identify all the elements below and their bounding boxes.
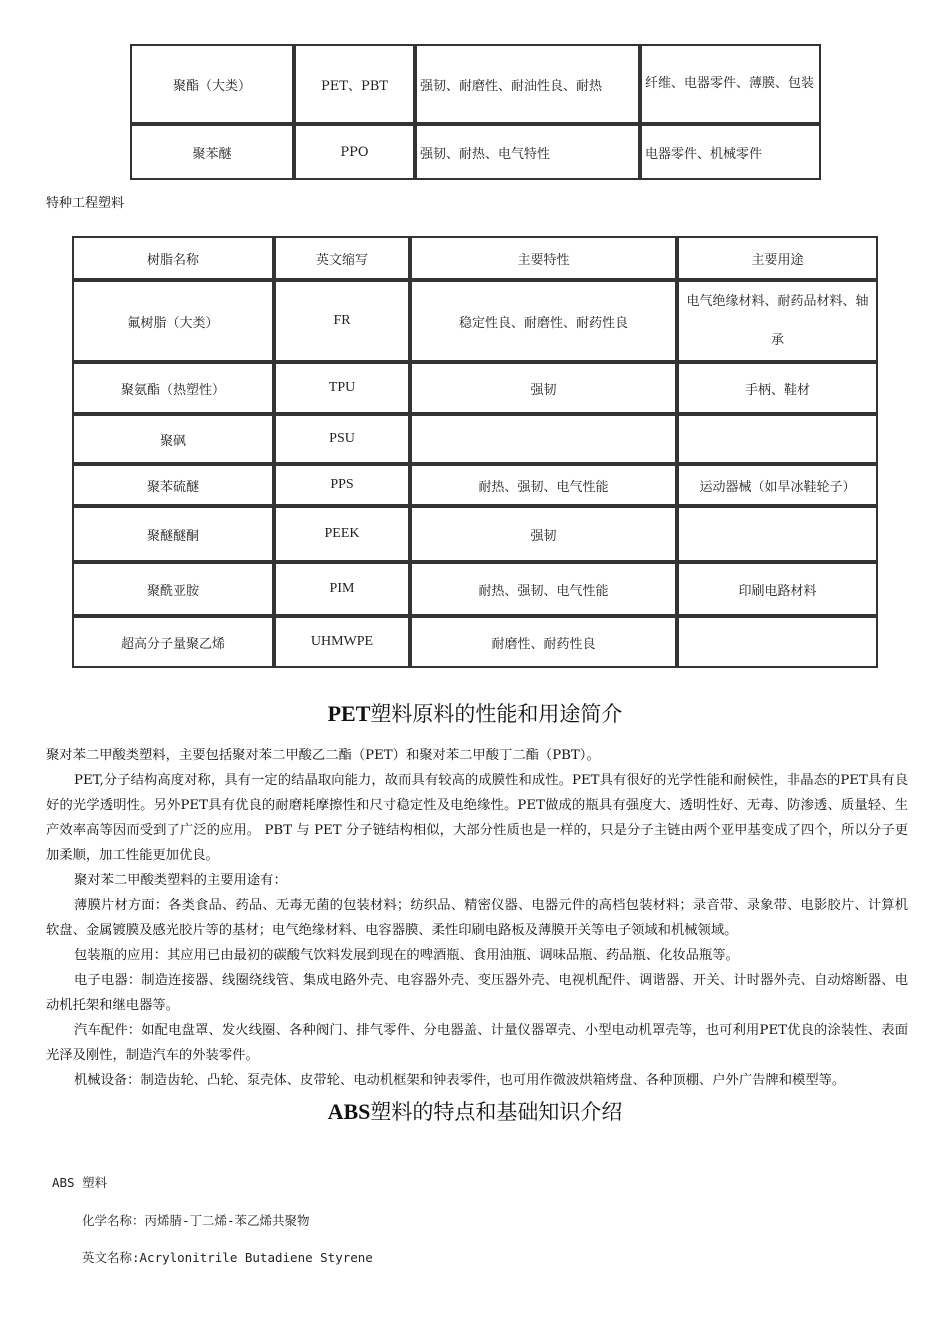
paragraph: 聚对苯二甲酸类塑料，主要包括聚对苯二甲酸乙二酯（PET）和聚对苯二甲酸丁二酯（PBT）。 <box>46 748 600 763</box>
table-cell: 聚砜 <box>72 414 274 464</box>
table-cell: PET、PBT <box>294 44 415 124</box>
table-cell: 强韧 <box>410 506 677 562</box>
table-cell <box>677 616 878 668</box>
column-header: 主要特性 <box>410 236 677 280</box>
table-cell: 运动器械（如旱冰鞋轮子） <box>677 464 878 506</box>
abs-label: ABS 塑料 <box>52 1175 108 1190</box>
table-cell: 耐热、强韧、电气性能 <box>410 562 677 616</box>
table-header-row <box>72 236 878 280</box>
table-cell: 印刷电路材料 <box>677 562 878 616</box>
table-cell: 纤维、电器零件、薄膜、包装 <box>640 44 821 124</box>
pet-title-text: 塑料原料的性能和用途简介 <box>370 702 623 726</box>
table-row <box>72 562 878 616</box>
table-row <box>72 616 878 668</box>
table-row <box>72 414 878 464</box>
special-plastics-table <box>72 236 878 668</box>
table-cell: 耐热、强韧、电气性能 <box>410 464 677 506</box>
table-cell: PPO <box>294 124 415 180</box>
table-cell: 手柄、鞋材 <box>677 362 878 414</box>
chemical-name: 化学名称：丙烯腈-丁二烯-苯乙烯共聚物 <box>82 1213 310 1228</box>
english-name: 英文名称:Acrylonitrile Butadiene Styrene <box>82 1250 373 1265</box>
abs-title-bold: ABS <box>327 1099 371 1124</box>
table-cell: 稳定性良、耐磨性、耐药性良 <box>410 280 677 362</box>
paragraph: 机械设备：制造齿轮、凸轮、泵壳体、皮带轮、电动机框架和钟表零件，也可用作微波烘箱烤盘、各种顶棚、户外广告牌和模型等。 <box>74 1073 846 1088</box>
general-plastics-table <box>130 44 821 180</box>
paragraph: 薄膜片材方面：各类食品、药品、无毒无菌的包装材料；纺织品、精密仪器、电器元件的高档包装材料；录音带、录象带、电影胶片、计算机软盘、金属镀膜及感光胶片等的基材；电气绝缘材料、电容器膜、柔性印刷电路板及薄膜开关等电子领域和机械领域。 <box>46 898 908 938</box>
abs-title-text: 塑料的特点和基础知识介绍 <box>370 1100 623 1124</box>
table-row <box>72 506 878 562</box>
table-cell: 超高分子量聚乙烯 <box>72 616 274 668</box>
table-cell: 聚醚醚酮 <box>72 506 274 562</box>
table-cell: 耐磨性、耐药性良 <box>410 616 677 668</box>
table-cell: 聚酯（大类） <box>130 44 294 124</box>
paragraph: 汽车配件：如配电盘罩、发火线圈、各种阀门、排气零件、分电器盖、计量仪器罩壳、小型电动机罩壳等，也可利用PET优良的涂装性、表面光泽及刚性，制造汽车的外装零件。 <box>46 1023 908 1063</box>
table-row <box>72 362 878 414</box>
section-label: 特种工程塑料 <box>46 196 125 211</box>
column-header: 主要用途 <box>677 236 878 280</box>
table-row <box>72 280 878 362</box>
table-cell: 聚酰亚胺 <box>72 562 274 616</box>
table-cell: UHMWPE <box>274 616 410 668</box>
table-cell <box>410 414 677 464</box>
paragraph: 聚对苯二甲酸类塑料的主要用途有： <box>74 873 287 888</box>
table-cell: TPU <box>274 362 410 414</box>
table-cell: 强韧 <box>410 362 677 414</box>
table-cell: FR <box>274 280 410 362</box>
paragraph: PET,分子结构高度对称，具有一定的结晶取向能力，故而具有较高的成膜性和成性。PET具有很好的光学性能和耐候性，非晶态的PET具有良好的光学透明性。另外PET具有优良的耐磨耗摩擦性和尺寸稳定性及电绝缘性。PET做成的瓶具有强度大、透明性好、无毒、防渗透、质量轻、生产效率高等因而受到了广泛的应用。 PBT 与 PET 分子链结构相似，大部分性质也是一样的，只是分子主链由两个亚甲基变成了四个，所以分子更加柔顺，加工性能更加优良。 <box>46 773 908 863</box>
table-row <box>72 464 878 506</box>
table-cell: 电气绝缘材料、耐药品材料、轴承 <box>677 280 878 362</box>
abs-section-title <box>0 1096 950 1126</box>
pet-title-bold: PET <box>327 701 371 726</box>
table-cell: 氟树脂（大类） <box>72 280 274 362</box>
table-cell: 强韧、耐热、电气特性 <box>415 124 640 180</box>
table-cell: 电器零件、机械零件 <box>640 124 821 180</box>
column-header: 英文缩写 <box>274 236 410 280</box>
column-header: 树脂名称 <box>72 236 274 280</box>
table-cell: 聚苯硫醚 <box>72 464 274 506</box>
table-cell: PSU <box>274 414 410 464</box>
table-cell: 聚苯醚 <box>130 124 294 180</box>
paragraph: 包装瓶的应用：其应用已由最初的碳酸气饮料发展到现在的啤酒瓶、食用油瓶、调味品瓶、药品瓶、化妆品瓶等。 <box>74 948 739 963</box>
pet-section-title <box>0 698 950 728</box>
table-row <box>130 124 821 180</box>
table-row <box>130 44 821 124</box>
table-cell: 聚氨酯（热塑性） <box>72 362 274 414</box>
table-cell <box>677 414 878 464</box>
table-cell: 强韧、耐磨性、耐油性良、耐热 <box>415 44 640 124</box>
table-cell: PPS <box>274 464 410 506</box>
table-cell: PIM <box>274 562 410 616</box>
table-cell: PEEK <box>274 506 410 562</box>
paragraph: 电子电器：制造连接器、线圈绕线管、集成电路外壳、电容器外壳、变压器外壳、电视机配件、调谐器、开关、计时器外壳、自动熔断器、电动机托架和继电器等。 <box>46 973 908 1013</box>
table-cell <box>677 506 878 562</box>
